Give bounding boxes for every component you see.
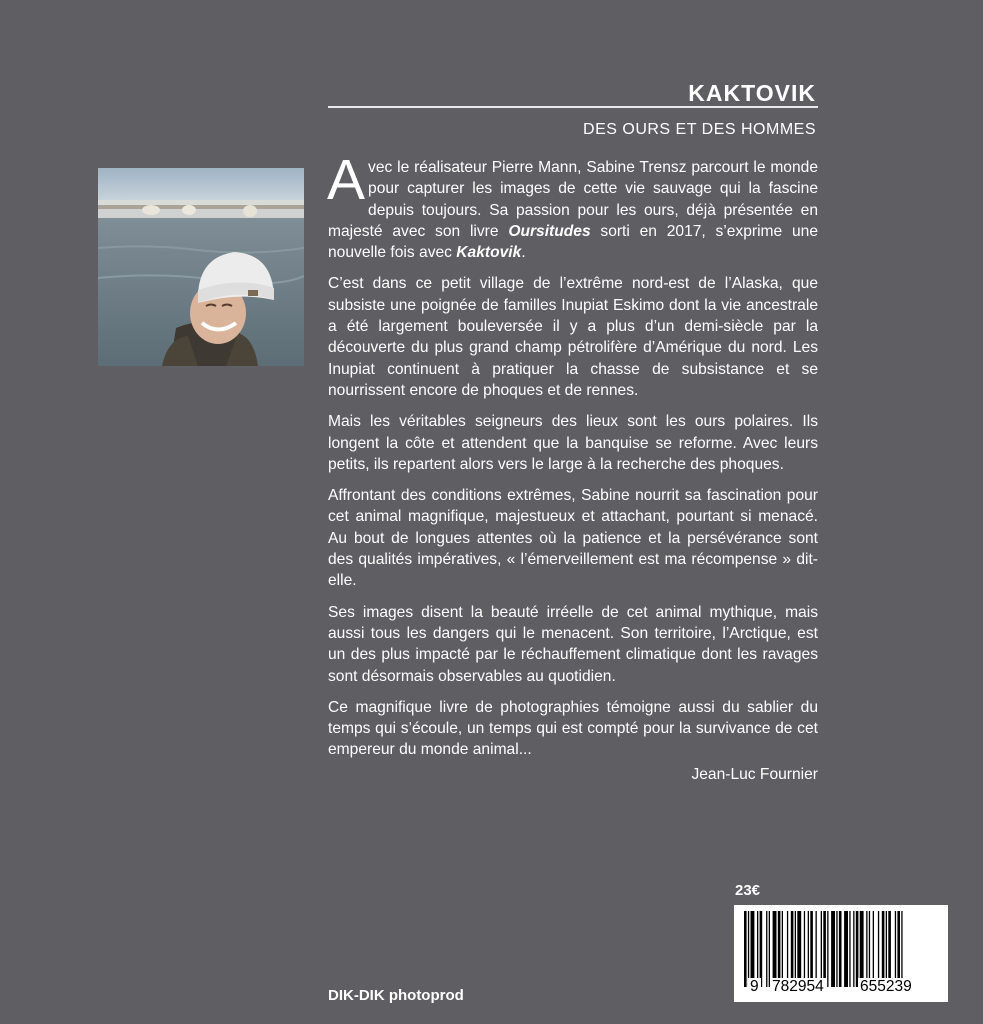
- barcode-bar: [795, 911, 796, 987]
- drop-cap: A: [327, 148, 366, 212]
- paragraph-5: Ses images disent la beauté irréelle de cet animal mythique, mais aussi tous les dangers qui le menacent. Son territoire, l’Arctique, est un des plus impacté par le réchauffement climatique dont les ravages sont désormais observables au quotidien.: [328, 603, 818, 685]
- barcode-bar: [853, 911, 854, 987]
- barcode-bar: [886, 911, 887, 987]
- book-subtitle: DES OURS ET DES HOMMES: [583, 121, 816, 138]
- paragraph-1-part-3: .: [521, 244, 526, 262]
- barcode-bar: [860, 911, 864, 987]
- barcode-bar: [901, 911, 902, 987]
- barcode-bar: [751, 911, 755, 987]
- barcode-bar: [769, 911, 770, 987]
- description-text: [327, 148, 818, 771]
- barcode-bar: [778, 911, 781, 987]
- price-label: 23€: [735, 882, 761, 899]
- barcode-bar: [773, 911, 777, 987]
- barcode-bar: [873, 911, 874, 987]
- barcode-bar: [808, 911, 809, 987]
- barcode-bar: [836, 911, 837, 987]
- barcode-bar: [823, 911, 826, 987]
- barcode-bar: [821, 911, 822, 987]
- barcode-bar: [878, 911, 879, 987]
- book-title: KAKTOVIK: [688, 80, 816, 106]
- book-title-oursitudes: Oursitudes: [508, 222, 591, 240]
- isbn-left-group: 782954: [772, 978, 824, 995]
- paragraph-3: Mais les véritables seigneurs des lieux sont les ours polaires. Ils longent la côte et attendent que la banquise se reforme. Avec leurs petits, ils repartent alors vers le large à la recherche des phoques.: [328, 413, 818, 473]
- barcode-bar: [866, 911, 867, 987]
- barcode-bar: [791, 911, 794, 987]
- barcode-bar: [757, 911, 758, 987]
- paragraph-1: [327, 148, 818, 263]
- paragraph-2: C’est dans ce petit village de l’extrême nord-est de l’Alaska, que subsiste une poignée de familles Inupiat Eskimo dont la vie ancestrale a été largement bouleversée il y a plus d’un demi-siècle par la découverte du plus grand champ pétrolifère d’Amérique du nord. Les Inupiat continuent à pratiquer la chasse de subsistance et se nourrissent encore de phoques et de rennes.: [328, 275, 818, 399]
- barcode-bar: [827, 911, 828, 987]
- barcode-bar: [839, 911, 842, 987]
- barcode-bar: [804, 911, 805, 987]
- barcode-bar: [797, 911, 801, 987]
- publisher-name: DIK-DIK photoprod: [328, 987, 464, 1004]
- barcode-bar: [816, 911, 817, 987]
- paragraph-4: Affrontant des conditions extrêmes, Sabine nourrit sa fascination pour cet animal magnifique, majestueux et attachant, pourtant si menacé. Au bout de longues attentes où la patience et la persévérance sont des qualités impératives, « l’émerveillement est ma récompense » dit-elle.: [328, 487, 818, 590]
- barcode-bar: [856, 911, 859, 987]
- isbn-barcode: [734, 905, 948, 1002]
- paragraph-1-part-2: sorti en 2017, s’exprime une nouvelle fois avec: [328, 222, 818, 262]
- barcode-bar: [869, 911, 870, 987]
- book-title-kaktovik: Kaktovik: [456, 244, 522, 262]
- barcode-bar: [895, 911, 896, 987]
- barcode-bar: [831, 911, 835, 987]
- barcode-bar: [888, 911, 891, 987]
- isbn-first-digit: 9: [750, 978, 759, 995]
- barcode-bar: [766, 911, 767, 987]
- barcode-bar: [744, 911, 747, 987]
- barcode-bar: [760, 911, 763, 987]
- barcode-bar: [782, 911, 783, 987]
- barcode-bar: [882, 911, 885, 987]
- isbn-right-group: 655239: [860, 978, 912, 995]
- barcode-bar: [787, 911, 788, 987]
- signature: Jean-Luc Fournier: [691, 766, 818, 783]
- author-photo: [98, 168, 304, 366]
- barcode-bar: [748, 911, 749, 987]
- barcode-bar: [897, 911, 900, 987]
- barcode-bar: [810, 911, 813, 987]
- title-rule: [328, 106, 818, 108]
- paragraph-6: Ce magnifique livre de photographies témoigne aussi du sablier du temps qui s’écoule, un temps qui est compté pour la survivance de cet empereur du monde animal...: [328, 698, 818, 759]
- barcode-bar: [849, 911, 850, 987]
- barcode-bar: [844, 911, 848, 987]
- paragraph-1-part-1: vec le réalisateur Pierre Mann, Sabine Trensz parcourt le monde pour capturer les images de cette vie sauvage qui la fascine depuis toujours. Sa passion pour les ours, déjà présentée en majesté avec son livre: [328, 159, 818, 240]
